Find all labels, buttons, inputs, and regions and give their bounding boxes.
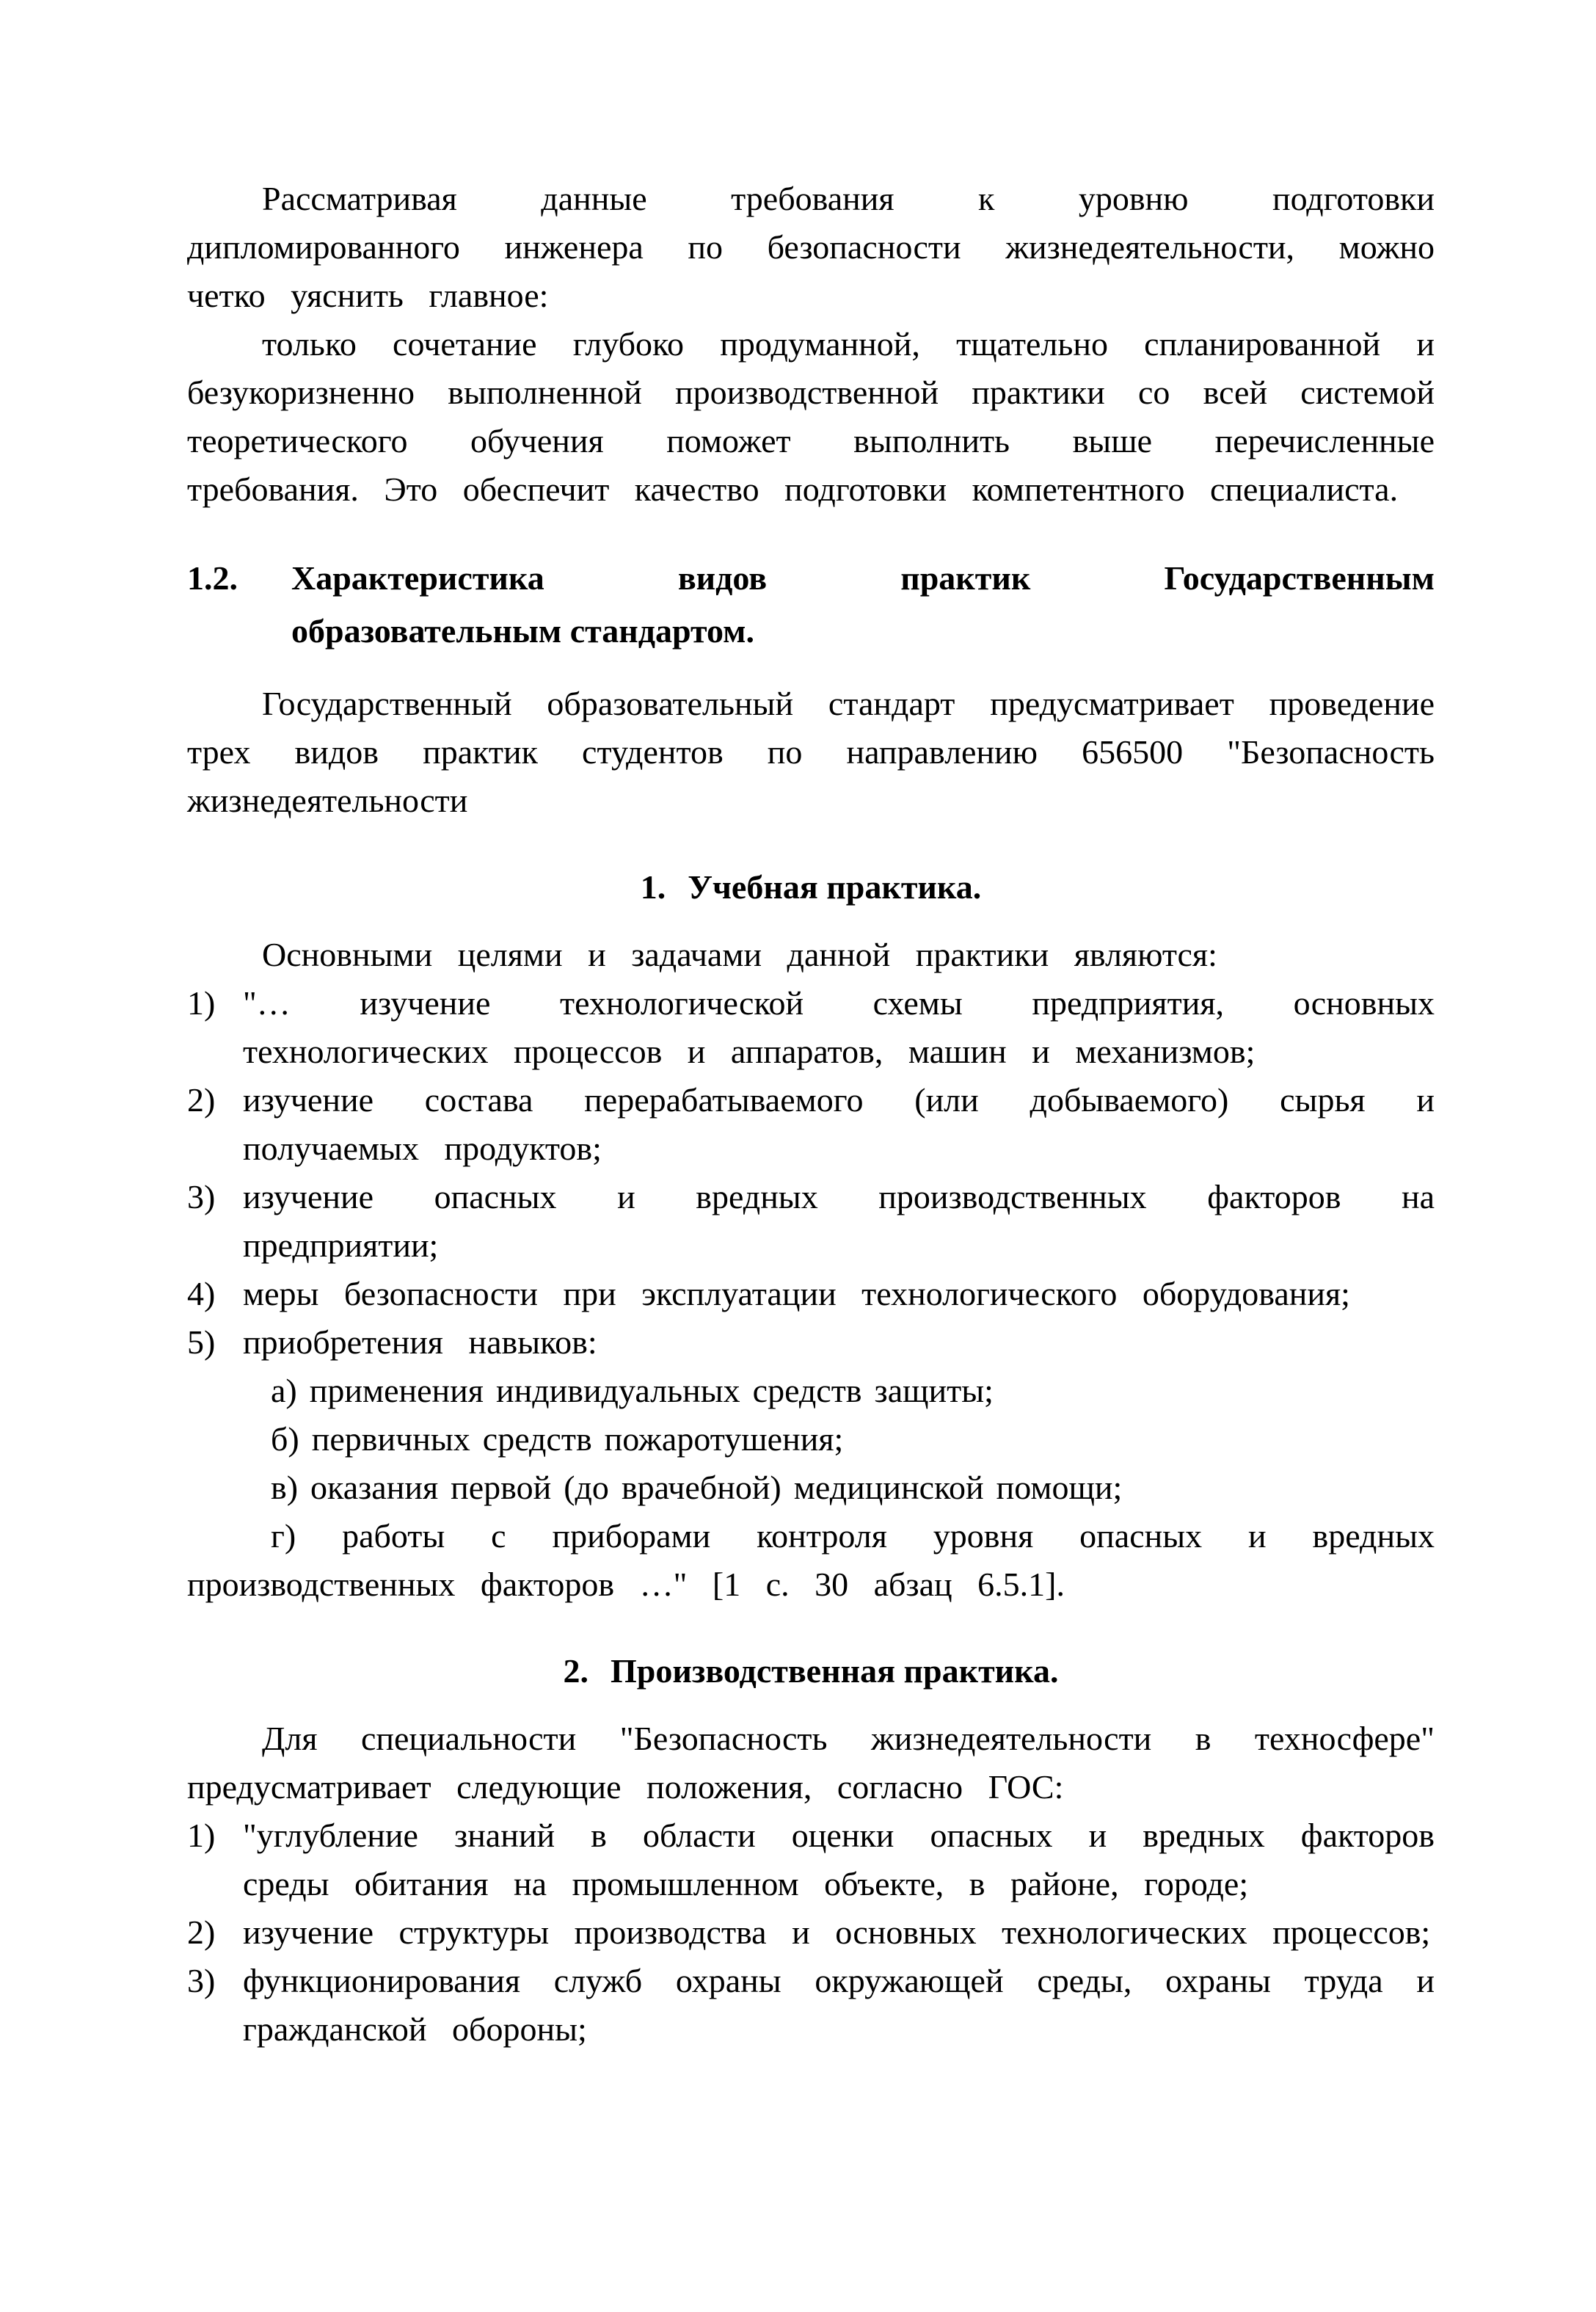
list-item (187, 1270, 1435, 1318)
section-title-line-2: образовательным стандартом. (291, 612, 754, 650)
list-item-marker: 1) (187, 984, 216, 1022)
heading-production-number: 2. (563, 1652, 589, 1690)
heading-training-practice (187, 862, 1435, 913)
sub-list-item-b: б) первичных средств пожаротушения; (271, 1420, 844, 1458)
list-item-marker: 5) (187, 1323, 216, 1361)
paragraph-thesis: только сочетание глубоко продуманной, тщательно спланированной и безукоризненно выполненной производственной практики со всей системой теоретического обучения поможет выполнить выше перечисленные требования. Это обеспечит качество подготовки компетентного специалиста. (187, 325, 1435, 508)
heading-training-title: Учебная практика. (688, 868, 982, 906)
list-item (187, 1957, 1435, 2054)
list-item (187, 979, 1435, 1076)
list-training-goals (187, 979, 1435, 1609)
list-item-marker: 1) (187, 1817, 216, 1854)
list-item-marker: 2) (187, 1913, 216, 1951)
heading-training-number: 1. (640, 868, 666, 906)
list-item-text: изучение структуры производства и основных технологических процессов; (243, 1913, 1431, 1951)
list-item (187, 1908, 1435, 1957)
list-item-text: меры безопасности при эксплуатации технологического оборудования; (243, 1275, 1350, 1312)
list-production-provisions (187, 1811, 1435, 2054)
list-item-text: "углубление знаний в области оценки опасных и вредных факторов среды обитания на промышленном объекте, в районе, городе; (243, 1817, 1435, 1902)
heading-production-title: Производственная практика. (611, 1652, 1059, 1690)
list-item-text: изучение состава перерабатываемого (или добываемого) сырья и получаемых продуктов; (243, 1081, 1435, 1167)
list-item-marker: 3) (187, 1178, 216, 1215)
list-item (187, 1076, 1435, 1173)
text-block (187, 175, 1435, 2054)
sub-list-item-a: а) применения индивидуальных средств защиты; (271, 1372, 994, 1409)
list-item (187, 1318, 1435, 1367)
section-number: 1.2. (187, 559, 238, 597)
paragraph-goals: Основными целями и задачами данной практики являются: (262, 936, 1217, 973)
sub-list-item-g: г) работы с приборами контроля уровня опасных и вредных производственных факторов …" [1 с. 30 абзац 6.5.1]. (187, 1517, 1435, 1603)
list-item (187, 1811, 1435, 1908)
paragraph-gos-standard: Государственный образовательный стандарт предусматривает проведение трех видов практик студентов по направлению 656500 "Безопасность жизнедеятельности (187, 685, 1435, 819)
list-item-text: изучение опасных и вредных производственных факторов на предприятии; (243, 1178, 1435, 1264)
paragraph-specialty: Для специальности "Безопасность жизнедеятельности в техносфере" предусматривает следующие положения, согласно ГОС: (187, 1720, 1435, 1806)
list-item-marker: 3) (187, 1962, 216, 1999)
list-item-text: приобретения навыков: (243, 1323, 597, 1361)
paragraph-intro: Рассматривая данные требования к уровню подготовки дипломированного инженера по безопасности жизнедеятельности, можно четко уяснить главное: (187, 180, 1435, 314)
list-item (187, 1173, 1435, 1270)
sub-list-item-v: в) оказания первой (до врачебной) медицинской помощи; (271, 1469, 1123, 1506)
list-item-marker: 2) (187, 1081, 216, 1119)
list-item-text: функционирования служб охраны окружающей среды, охраны труда и гражданской обороны; (243, 1962, 1435, 2048)
section-title-line-1: Характеристика видов практик Государственным (291, 559, 1435, 597)
section-heading-1-2 (187, 552, 1435, 658)
heading-production-practice (187, 1646, 1435, 1697)
list-item-text: "… изучение технологической схемы предприятия, основных технологических процессов и аппаратов, машин и механизмов; (243, 984, 1435, 1070)
list-item-marker: 4) (187, 1275, 216, 1312)
